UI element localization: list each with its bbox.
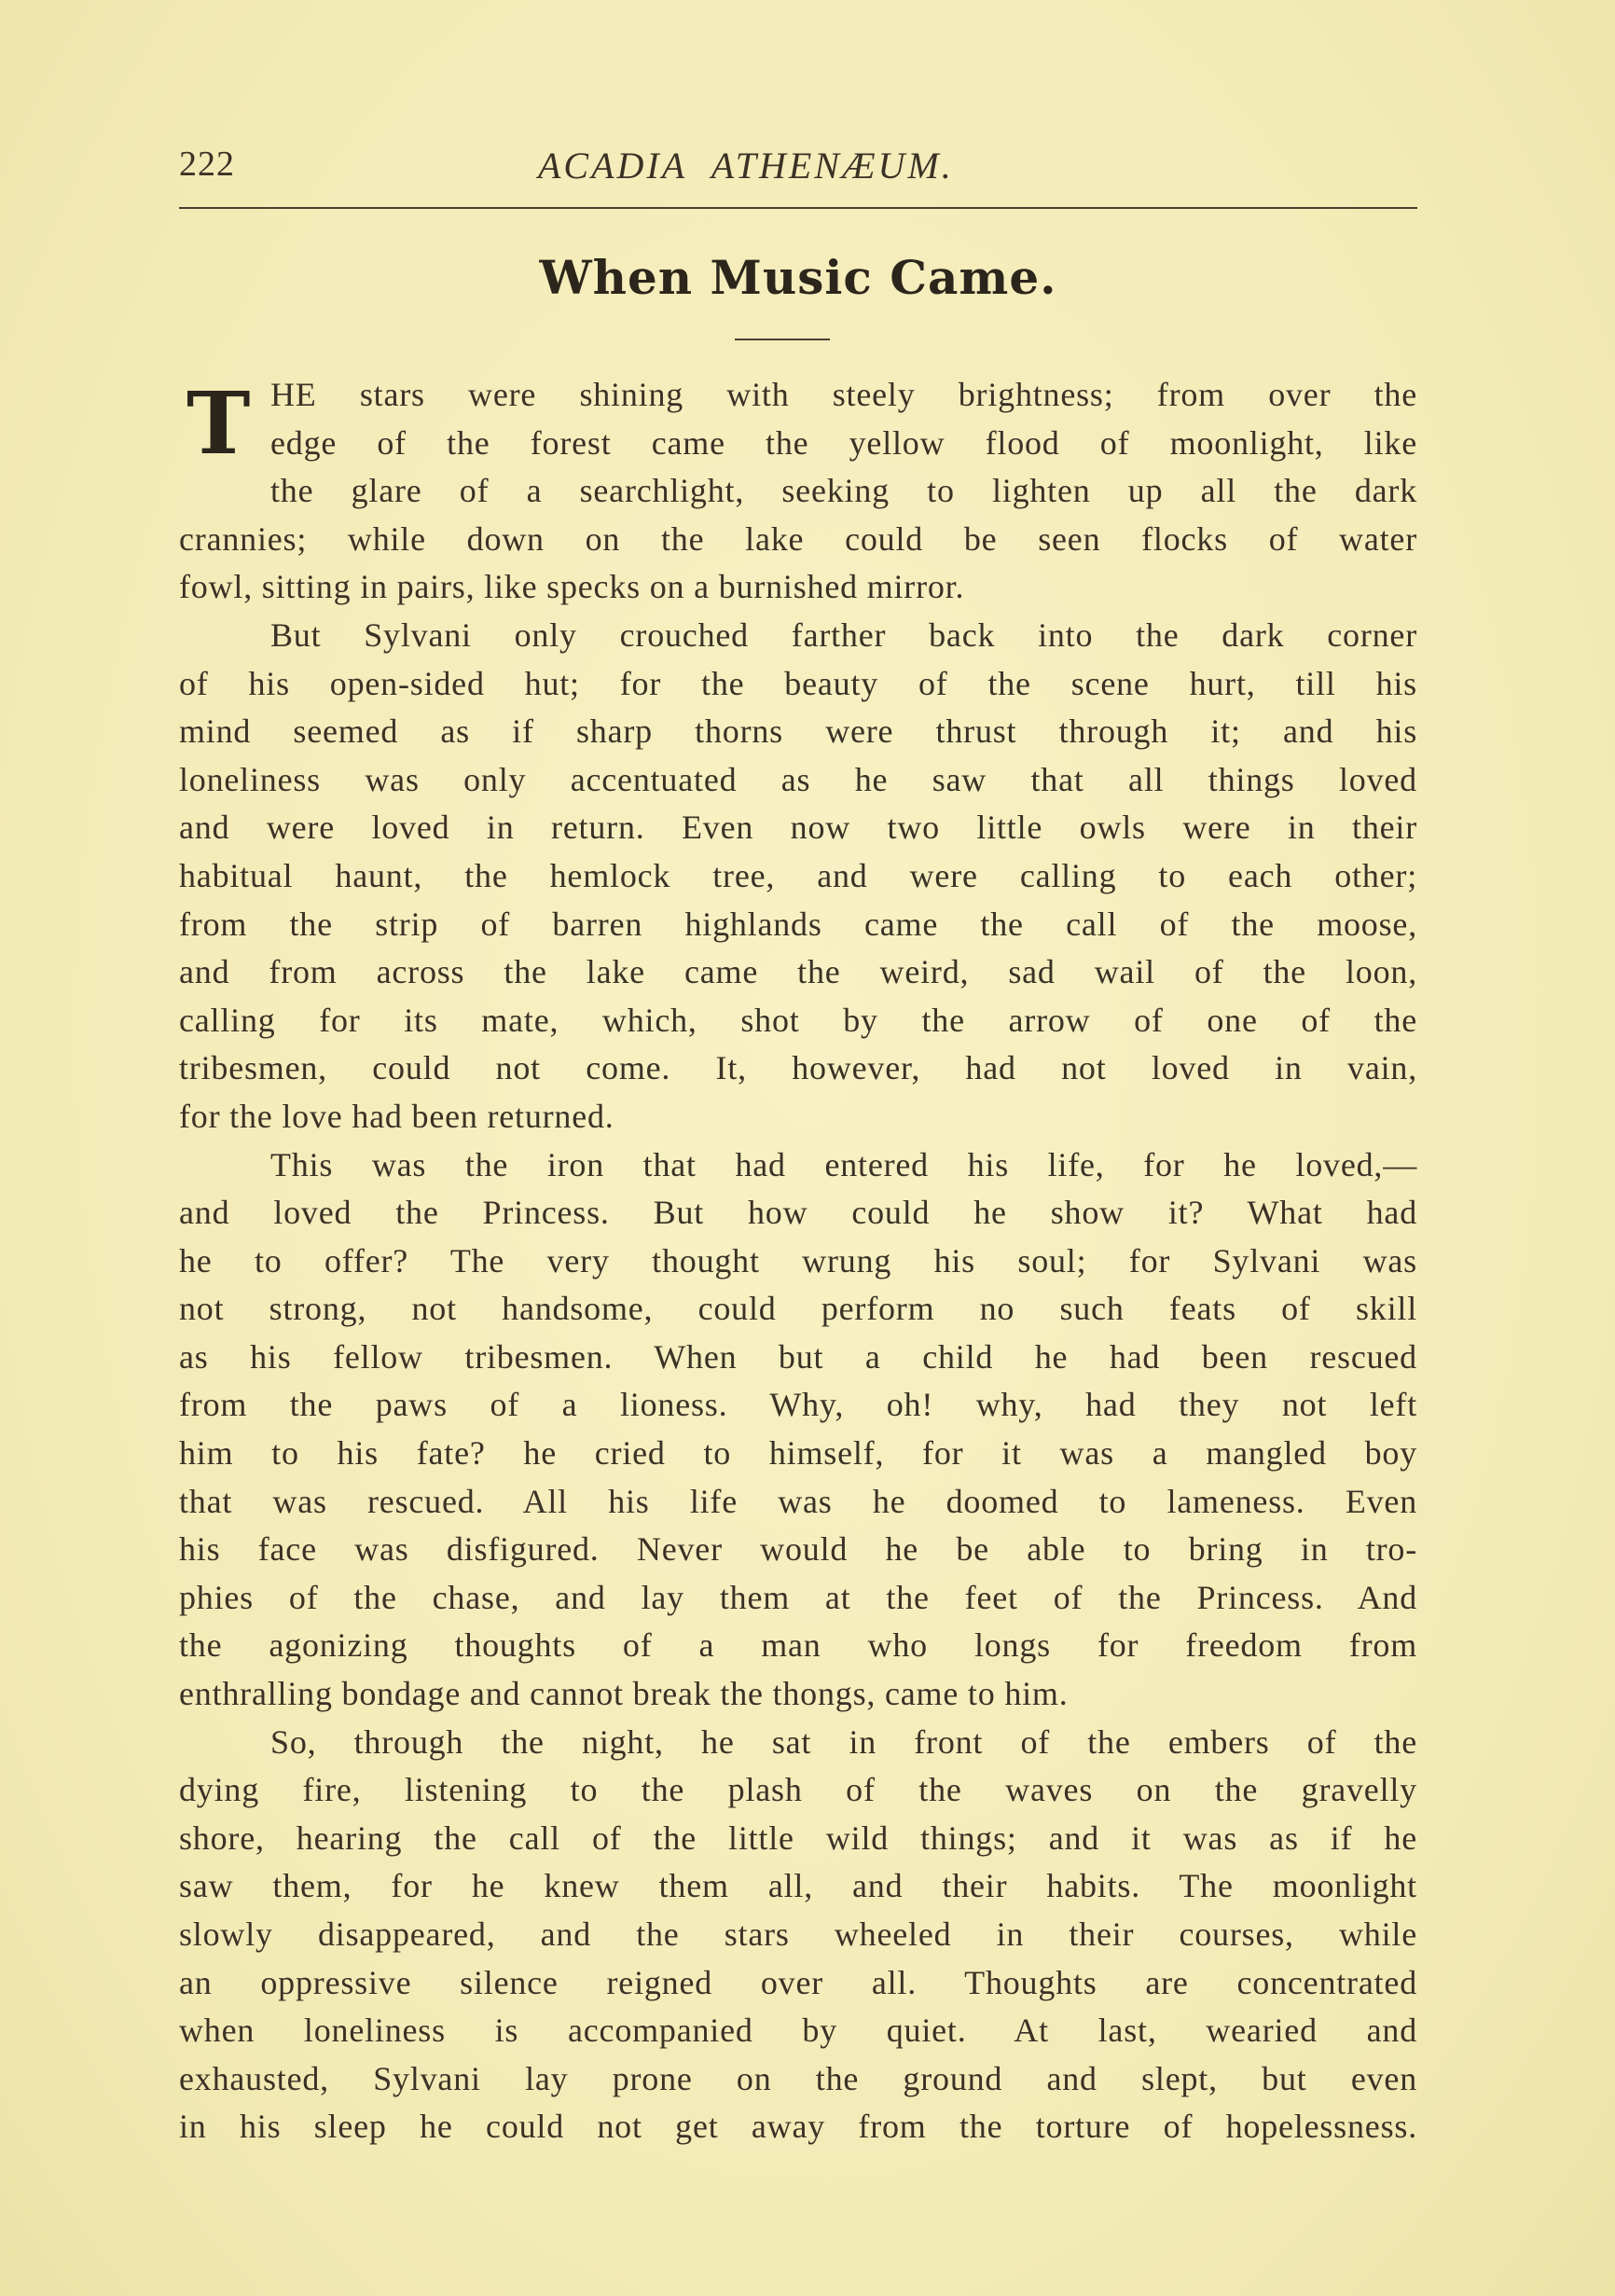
text-line: and from across the lake came the weird, sad wail of the loon, — [179, 953, 1417, 991]
text-line: loneliness was only accentuated as he saw that all things loved — [179, 760, 1417, 798]
text-line: calling for its mate, which, shot by the arrow of one of the — [179, 1001, 1417, 1039]
text-line: his face was disfigured. Never would he be able to bring in tro- — [179, 1530, 1417, 1569]
text-line: This was the iron that had entered his life, for he loved,— — [270, 1145, 1417, 1183]
text-line: mind seemed as if sharp thorns were thrust through it; and his — [179, 712, 1417, 751]
page-number: 222 — [179, 145, 235, 184]
text-line: not strong, not handsome, could perform no such feats of skill — [179, 1290, 1417, 1328]
text-line: of his open-sided hut; for the beauty of the scene hurt, till his — [179, 664, 1417, 702]
text-line: for the love had been returned. — [179, 1097, 614, 1135]
title-rule — [735, 339, 830, 340]
text-line: and were loved in return. Even now two little owls were in their — [179, 809, 1417, 847]
article-title: When Music Came. — [539, 250, 1057, 305]
text-line: him to his fate? he cried to himself, for it was a mangled boy — [179, 1434, 1417, 1473]
text-line: as his fellow tribesmen. When but a child he had been rescued — [179, 1337, 1417, 1376]
text-line: shore, hearing the call of the little wild things; and it was as if he — [179, 1819, 1417, 1857]
text-line: fowl, sitting in pairs, like specks on a burnished mirror. — [179, 568, 965, 606]
text-line: tribesmen, could not come. It, however, had not loved in vain, — [179, 1049, 1417, 1087]
article-body — [179, 371, 1417, 2151]
text-line: from the strip of barren highlands came the call of the moose, — [179, 905, 1417, 943]
text-line: exhausted, Sylvani lay prone on the ground and slept, but even — [179, 2059, 1417, 2097]
text-line: when loneliness is accompanied by quiet. At last, wearied and — [179, 2012, 1417, 2050]
page-header — [179, 138, 1417, 194]
text-line: enthralling bondage and cannot break the thongs, came to him. — [179, 1675, 1069, 1713]
text-line: phies of the chase, and lay them at the feet of the Princess. And — [179, 1578, 1417, 1616]
text-line: from the paws of a lioness. Why, oh! why, had they not left — [179, 1386, 1417, 1424]
header-rule — [179, 207, 1417, 209]
text-line: But Sylvani only crouched farther back into the dark corner — [270, 615, 1417, 654]
text-line: habitual haunt, the hemlock tree, and were calling to each other; — [179, 856, 1417, 894]
text-line: he to offer? The very thought wrung his soul; for Sylvani was — [179, 1241, 1417, 1279]
text-line: edge of the forest came the yellow flood of moonlight, like — [270, 423, 1417, 462]
text-line: slowly disappeared, and the stars wheeled in their courses, while — [179, 1916, 1417, 1953]
drop-cap: T — [186, 373, 252, 474]
text-line: an oppressive silence reigned over all. Thoughts are concentrated — [179, 1963, 1417, 2001]
text-line: the agonizing thoughts of a man who longs for freedom from — [179, 1626, 1417, 1665]
text-line: crannies; while down on the lake could be seen flocks of water — [179, 519, 1417, 558]
text-line: So, through the night, he sat in front of the embers of the — [270, 1722, 1417, 1761]
text-line: T HE stars were shining with steely brightness; from over the — [186, 373, 1417, 474]
text-line: saw them, for he knew them all, and their habits. The moonlight — [179, 1867, 1417, 1905]
text-line: that was rescued. All his life was he doomed to lameness. Even — [179, 1482, 1417, 1520]
text-line: the glare of a searchlight, seeking to lighten up all the dark — [270, 472, 1417, 510]
text-line: and loved the Princess. But how could he show it? What had — [179, 1194, 1417, 1232]
running-title: ACADIA ATHENÆUM. — [538, 145, 954, 187]
text-line: dying fire, listening to the plash of the waves on the gravelly — [179, 1771, 1417, 1809]
text-line: in his sleep he could not get away from the torture of hopelessness. — [179, 2108, 1417, 2146]
